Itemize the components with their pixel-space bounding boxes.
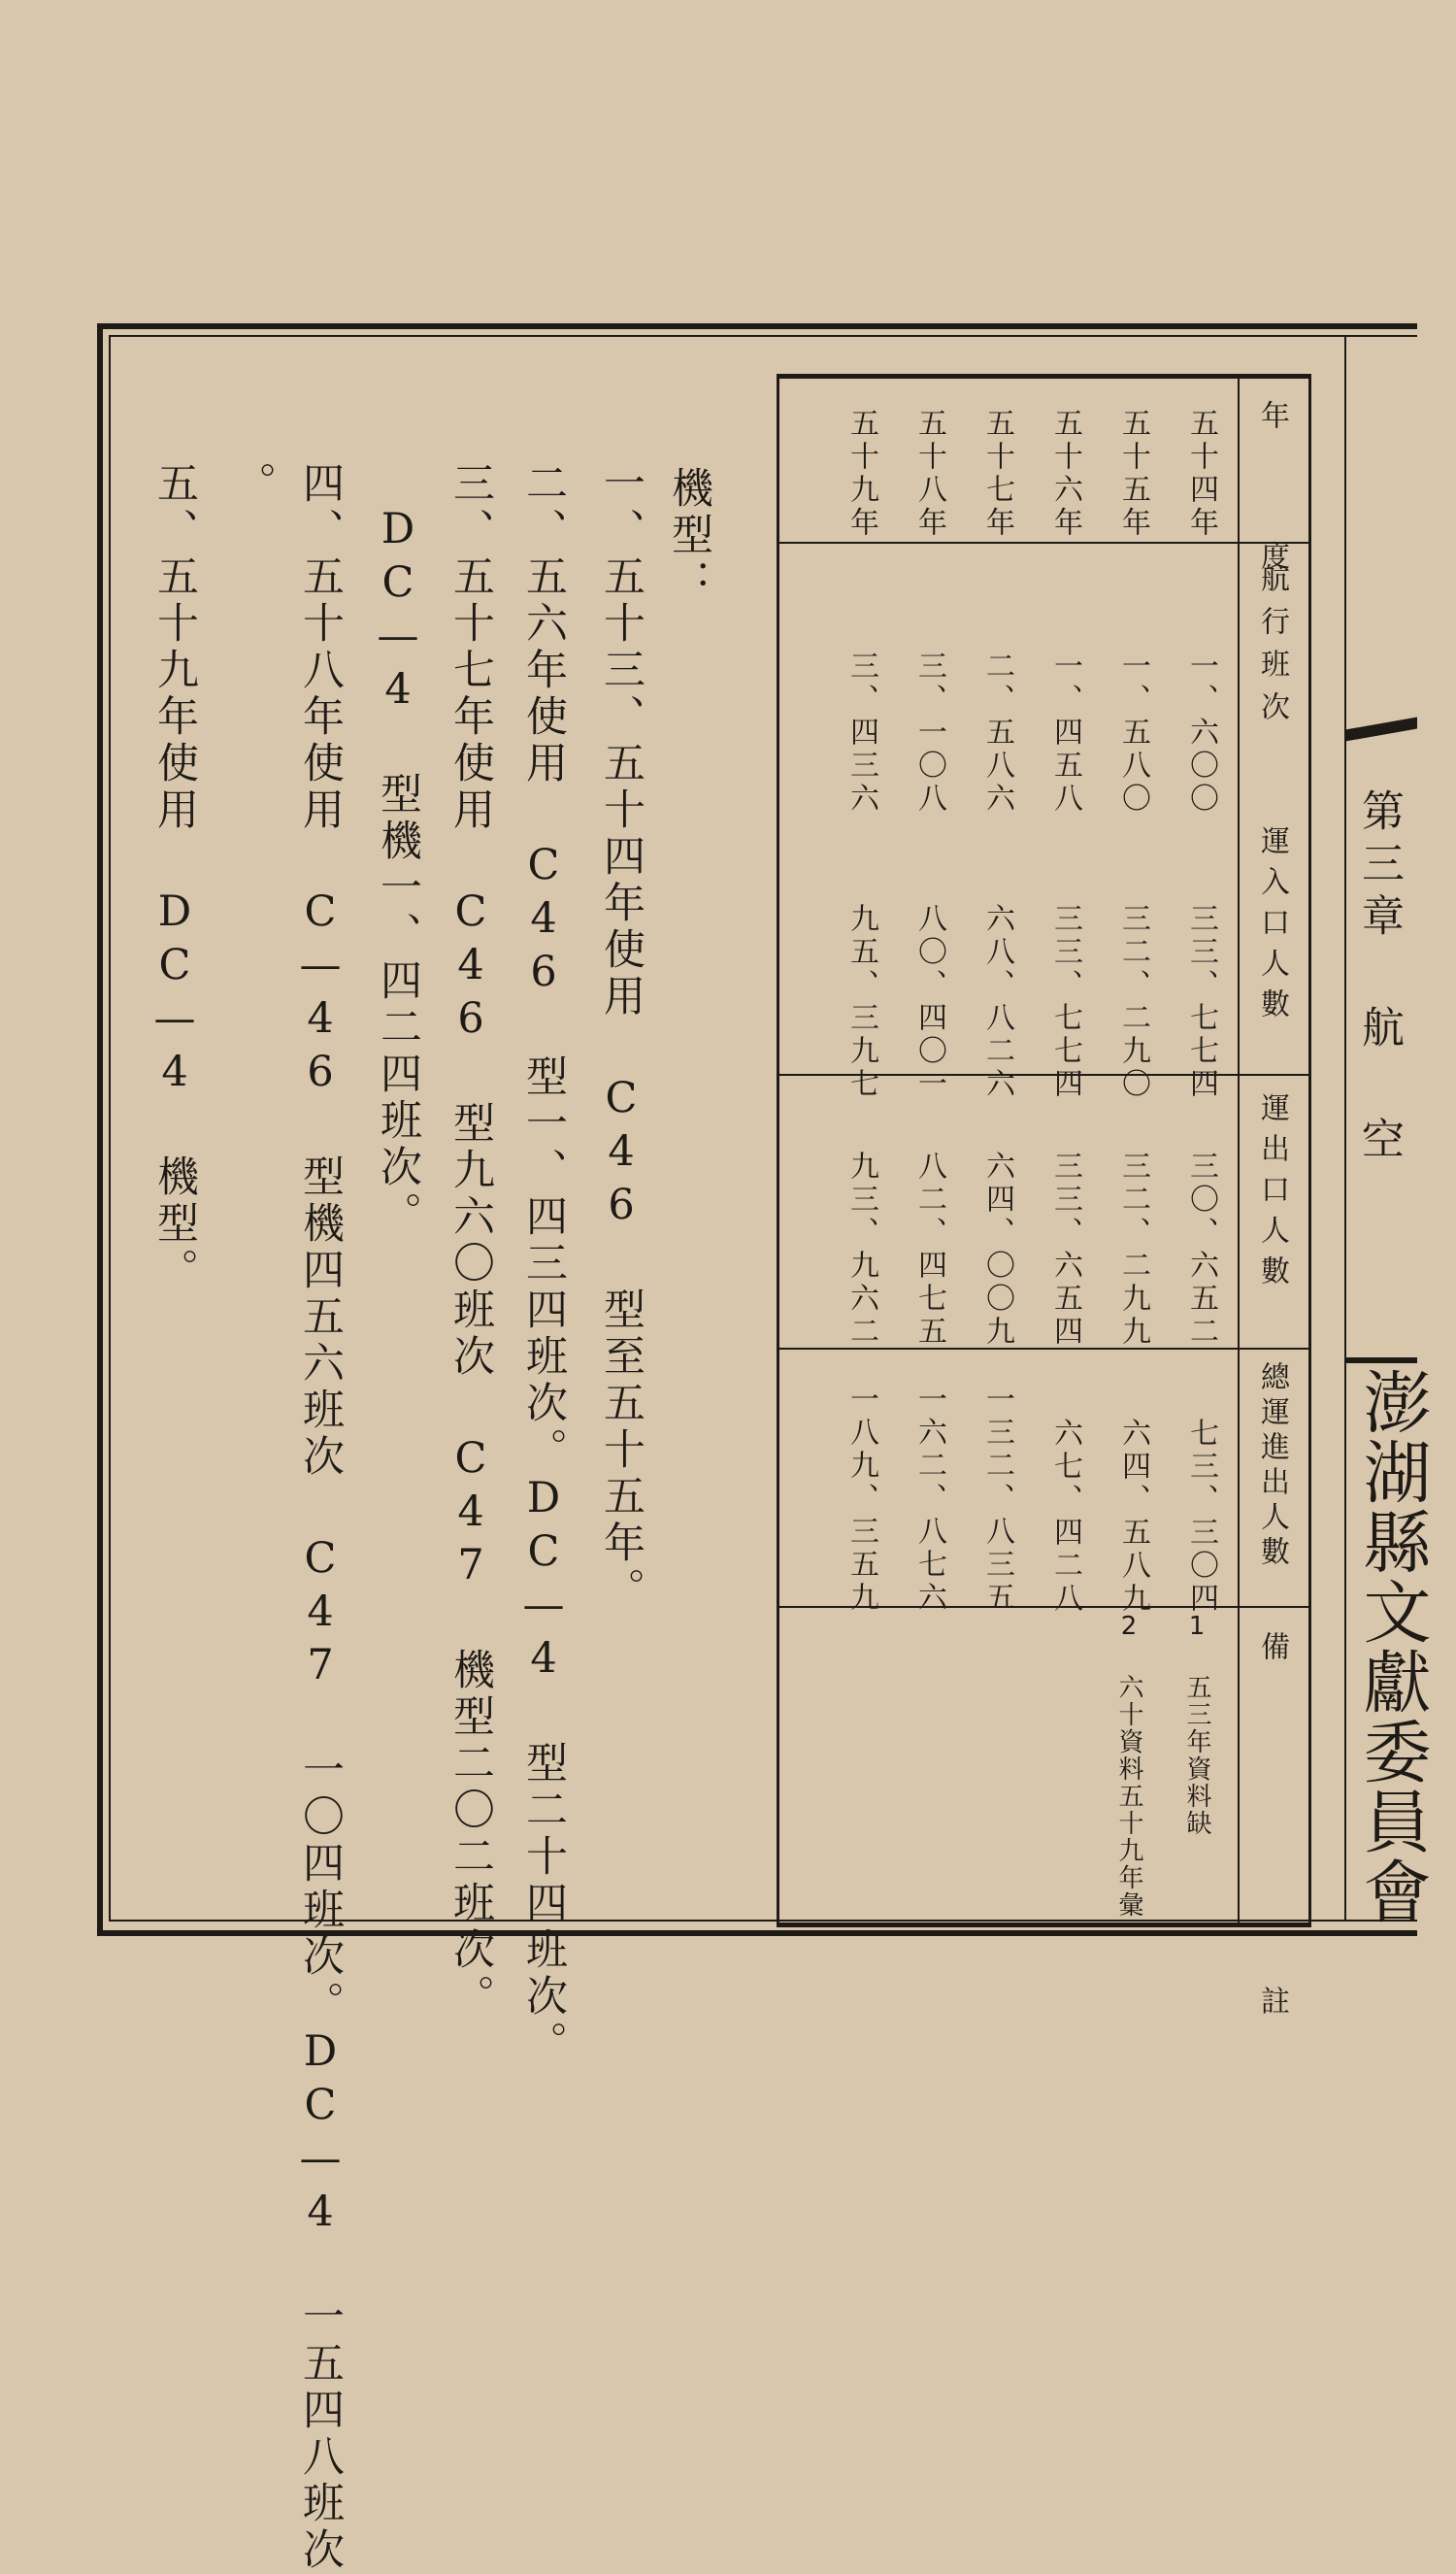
cell-flights: 一、四五八 bbox=[1048, 651, 1082, 816]
cell-note-1: 1 五三年資料缺 bbox=[1182, 1612, 1211, 1837]
cell-total: 七三、三〇四 bbox=[1184, 1418, 1218, 1616]
cell-total: 一八九、三五九 bbox=[844, 1384, 878, 1615]
row-divider bbox=[779, 542, 1308, 544]
cell-inbound: 三三、七七四 bbox=[1048, 903, 1082, 1101]
header-outbound: 運出口人數 bbox=[1255, 1092, 1289, 1296]
body-line: 三、五十七年使用 C46 型九六〇班次 C47 機型二〇二班次。 bbox=[447, 461, 495, 2021]
cell-inbound: 六八、八二六 bbox=[980, 903, 1014, 1101]
header-ornament bbox=[1345, 717, 1417, 741]
aviation-statistics-table bbox=[777, 374, 1311, 2160]
cell-year: 五十四年 bbox=[1184, 408, 1218, 540]
frame-left-inner-rule bbox=[109, 335, 111, 1922]
cell-outbound: 六四、〇〇九 bbox=[980, 1151, 1014, 1349]
body-line: 四、五十八年使用 C—46 型機四五六班次 C47 一〇四班次。DC—4 一五四八班次 bbox=[296, 461, 345, 2574]
cell-total: 一三二、八三五 bbox=[980, 1384, 1014, 1615]
cell-flights: 三、四三六 bbox=[844, 651, 878, 816]
cell-outbound: 三〇、六五二 bbox=[1184, 1151, 1218, 1349]
cell-inbound: 三二、二九〇 bbox=[1116, 903, 1150, 1101]
body-line: DC—4 型機一、四二四班次。 bbox=[374, 505, 422, 1238]
cell-note-2: 2 六十資料五十九年彙 bbox=[1114, 1612, 1143, 1919]
chapter-title: 第三章 航 空 bbox=[1354, 788, 1404, 1169]
cell-inbound: 九五、三九七 bbox=[844, 903, 878, 1101]
cell-total: 六四、五八九 bbox=[1116, 1418, 1150, 1616]
cell-year: 五十七年 bbox=[980, 408, 1014, 540]
body-heading: 機型： bbox=[665, 466, 713, 606]
cell-year: 五十九年 bbox=[844, 408, 878, 540]
cell-year: 五十五年 bbox=[1116, 408, 1150, 540]
cell-year: 五十六年 bbox=[1048, 408, 1082, 540]
header-flights: 航行班次 bbox=[1255, 563, 1289, 734]
cell-flights: 一、五八〇 bbox=[1116, 651, 1150, 816]
header-inbound: 運入口人數 bbox=[1255, 825, 1289, 1029]
frame-top-inner-rule bbox=[109, 335, 1417, 337]
cell-outbound: 九三、九六二 bbox=[844, 1151, 878, 1349]
cell-inbound: 三三、七七四 bbox=[1184, 903, 1218, 1101]
cell-outbound: 八二、四七五 bbox=[912, 1151, 946, 1349]
cell-outbound: 三三、六五四 bbox=[1048, 1151, 1082, 1349]
cell-total: 一六二、八七六 bbox=[912, 1384, 946, 1615]
cell-outbound: 三二、二九九 bbox=[1116, 1151, 1150, 1349]
header-rule bbox=[1345, 1357, 1417, 1363]
body-line: 五、五十九年使用 DC—4 機型。 bbox=[150, 461, 199, 1294]
header-year: 年 度 bbox=[1255, 400, 1289, 609]
body-line: 一、五十三、五十四年使用 C46 型至五十五年。 bbox=[597, 461, 645, 1614]
cell-flights: 一、六〇〇 bbox=[1184, 651, 1218, 816]
cell-total: 六七、四二八 bbox=[1048, 1418, 1082, 1616]
cell-inbound: 八〇、四〇一 bbox=[912, 903, 946, 1101]
frame-left-rule bbox=[97, 323, 103, 1936]
col-divider bbox=[1238, 379, 1240, 1922]
cell-year: 五十八年 bbox=[912, 408, 946, 540]
header-total: 總運進出人數 bbox=[1255, 1361, 1289, 1571]
cell-flights: 三、一〇八 bbox=[912, 651, 946, 816]
body-line: 。 bbox=[228, 461, 277, 508]
cell-flights: 二、五八六 bbox=[980, 651, 1014, 816]
body-line: 二、五六年使用 C46 型一、四三四班次。DC—4 型二十四班次。 bbox=[519, 461, 568, 2067]
frame-top-rule bbox=[97, 323, 1417, 329]
book-title: 澎湖縣文獻委員會 bbox=[1352, 1367, 1432, 1926]
header-remarks: 備 註 bbox=[1255, 1631, 1289, 2160]
